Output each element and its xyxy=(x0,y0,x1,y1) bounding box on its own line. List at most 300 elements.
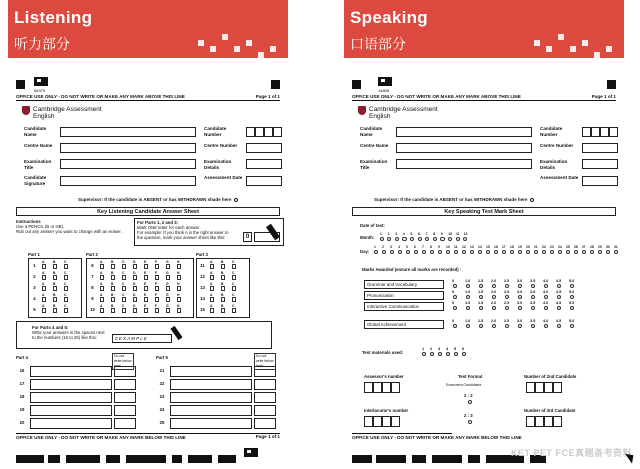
candidate-number-cell[interactable] xyxy=(255,127,264,137)
day-bubble[interactable] xyxy=(526,250,530,254)
marker-box xyxy=(114,366,136,377)
option-letter: F xyxy=(155,271,158,275)
number-cell[interactable] xyxy=(526,416,535,427)
answer-bubble[interactable] xyxy=(111,275,116,280)
answer-bubble[interactable] xyxy=(155,275,160,280)
option-letter: A xyxy=(210,282,213,286)
field-label-candidate-number: Candidate Number xyxy=(204,126,227,137)
answer-bubble[interactable] xyxy=(155,264,160,269)
number-cell[interactable] xyxy=(553,416,562,427)
day-number: 11 xyxy=(454,245,458,249)
day-bubble[interactable] xyxy=(446,250,450,254)
number-cell[interactable] xyxy=(535,382,544,393)
day-bubble[interactable] xyxy=(430,250,434,254)
day-number: 25 xyxy=(566,245,570,249)
score-bubble[interactable] xyxy=(505,284,509,288)
question-number: 15 xyxy=(200,307,205,312)
day-bubble[interactable] xyxy=(534,250,538,254)
material-bubble[interactable] xyxy=(430,352,434,356)
answer-input[interactable] xyxy=(170,392,252,403)
answer-bubble[interactable] xyxy=(64,308,69,313)
answer-bubble[interactable] xyxy=(166,286,171,291)
answer-bubble[interactable] xyxy=(221,275,226,280)
option-letter: F xyxy=(155,293,158,297)
assessor-label: Assessor's number xyxy=(364,374,404,379)
answer-bubble[interactable] xyxy=(53,297,58,302)
day-bubble[interactable] xyxy=(398,250,402,254)
option-letter: G xyxy=(166,304,169,308)
centre-number-field[interactable] xyxy=(582,143,618,153)
day-bubble[interactable] xyxy=(598,250,602,254)
option-letter: B xyxy=(111,304,114,308)
day-bubble[interactable] xyxy=(374,250,378,254)
question-number: 12 xyxy=(200,274,205,279)
answer-bubble[interactable] xyxy=(232,275,237,280)
score-label: 4.0 xyxy=(543,301,549,305)
option-letter: D xyxy=(133,271,136,275)
score-bubble[interactable] xyxy=(453,295,457,299)
score-label: 5.0 xyxy=(569,290,575,294)
answer-bubble[interactable] xyxy=(210,275,215,280)
absent-bubble[interactable] xyxy=(530,198,534,202)
score-bubble[interactable] xyxy=(479,295,483,299)
option-letter: B xyxy=(53,293,56,297)
day-bubble[interactable] xyxy=(422,250,426,254)
score-bubble[interactable] xyxy=(505,295,509,299)
answer-bubble[interactable] xyxy=(53,308,58,313)
answer-bubble[interactable] xyxy=(166,264,171,269)
format-b-bubble[interactable] xyxy=(468,420,472,424)
answer-bubble[interactable] xyxy=(64,264,69,269)
month-bubble[interactable] xyxy=(380,237,384,241)
day-number: 8 xyxy=(430,245,432,249)
centre-number-field[interactable] xyxy=(246,143,282,153)
option-letter: A xyxy=(210,271,213,275)
answer-bubble[interactable] xyxy=(144,264,149,269)
candidate-number-cell[interactable] xyxy=(600,127,609,137)
sheet-code-graphic xyxy=(34,77,48,86)
day-bubble[interactable] xyxy=(406,250,410,254)
material-number: 2 xyxy=(430,347,433,351)
answer-bubble[interactable] xyxy=(221,308,226,313)
number-cell[interactable] xyxy=(526,382,535,393)
score-label: 3.0 xyxy=(517,279,523,283)
candidate-number-cell[interactable] xyxy=(582,127,591,137)
day-bubble[interactable] xyxy=(606,250,610,254)
day-bubble[interactable] xyxy=(542,250,546,254)
option-letter: C xyxy=(122,260,125,264)
day-bubble[interactable] xyxy=(390,250,394,254)
answer-bubble[interactable] xyxy=(42,275,47,280)
answer-bubble[interactable] xyxy=(53,264,58,269)
answer-bubble[interactable] xyxy=(111,297,116,302)
answer-bubble[interactable] xyxy=(100,286,105,291)
day-bubble[interactable] xyxy=(486,250,490,254)
field-label-candidate-number: Candidate Number xyxy=(540,126,563,137)
score-bubble[interactable] xyxy=(570,295,574,299)
score-bubble[interactable] xyxy=(453,306,457,310)
number-cell[interactable] xyxy=(535,416,544,427)
material-bubble[interactable] xyxy=(446,352,450,356)
answer-bubble[interactable] xyxy=(133,308,138,313)
month-bubble[interactable] xyxy=(425,237,429,241)
corner-mark xyxy=(607,80,616,89)
score-bubble[interactable] xyxy=(570,324,574,328)
score-bubble[interactable] xyxy=(453,284,457,288)
answer-input[interactable] xyxy=(170,405,252,416)
answer-bubble[interactable] xyxy=(111,308,116,313)
day-bubble[interactable] xyxy=(414,250,418,254)
material-bubble[interactable] xyxy=(438,352,442,356)
question-number: 2 xyxy=(33,274,36,279)
answer-bubble[interactable] xyxy=(64,297,69,302)
answer-bubble[interactable] xyxy=(210,308,215,313)
question-number: 19 xyxy=(19,407,25,412)
score-bubble[interactable] xyxy=(518,324,522,328)
month-bubble[interactable] xyxy=(402,237,406,241)
answer-bubble[interactable] xyxy=(232,264,237,269)
criteria-row: Global Achievement xyxy=(364,320,444,329)
option-letter: H xyxy=(177,260,180,264)
number-cell[interactable] xyxy=(391,416,400,427)
answer-bubble[interactable] xyxy=(53,286,58,291)
score-bubble[interactable] xyxy=(505,306,509,310)
marker-box xyxy=(254,392,276,403)
score-label: 3.0 xyxy=(517,301,523,305)
score-bubble[interactable] xyxy=(570,306,574,310)
part-label: Part 3 xyxy=(196,252,208,257)
score-bubble[interactable] xyxy=(531,284,535,288)
answer-input[interactable] xyxy=(30,418,112,429)
score-bubble[interactable] xyxy=(531,324,535,328)
answer-bubble[interactable] xyxy=(177,275,182,280)
score-bubble[interactable] xyxy=(557,324,561,328)
answer-bubble[interactable] xyxy=(133,275,138,280)
marker-box xyxy=(114,405,136,416)
option-letter: A xyxy=(42,271,45,275)
score-bubble[interactable] xyxy=(492,284,496,288)
answer-bubble[interactable] xyxy=(155,308,160,313)
number-cell[interactable] xyxy=(364,382,373,393)
month-bubble[interactable] xyxy=(395,237,399,241)
day-bubble[interactable] xyxy=(574,250,578,254)
score-bubble[interactable] xyxy=(479,284,483,288)
answer-bubble[interactable] xyxy=(210,297,215,302)
answer-bubble[interactable] xyxy=(122,308,127,313)
day-bubble[interactable] xyxy=(510,250,514,254)
exam-details-field[interactable] xyxy=(246,159,282,169)
option-letter: F xyxy=(155,304,158,308)
score-bubble[interactable] xyxy=(557,295,561,299)
answer-bubble[interactable] xyxy=(64,275,69,280)
materials-label: Test materials used: xyxy=(362,350,404,355)
option-letter: F xyxy=(155,282,158,286)
day-bubble[interactable] xyxy=(614,250,618,254)
question-number: 10 xyxy=(90,307,95,312)
answer-bubble[interactable] xyxy=(53,275,58,280)
part-label: Part 2 xyxy=(86,252,98,257)
candidate-number-cell[interactable] xyxy=(264,127,273,137)
score-bubble[interactable] xyxy=(505,324,509,328)
score-label: 2.0 xyxy=(491,319,497,323)
answer-bubble[interactable] xyxy=(42,264,47,269)
day-bubble[interactable] xyxy=(502,250,506,254)
score-bubble[interactable] xyxy=(557,306,561,310)
answer-bubble[interactable] xyxy=(177,308,182,313)
day-bubble[interactable] xyxy=(558,250,562,254)
answer-bubble[interactable] xyxy=(133,297,138,302)
centre-name-field[interactable] xyxy=(396,143,532,153)
number-cell[interactable] xyxy=(553,382,562,393)
month-bubble[interactable] xyxy=(463,237,467,241)
answer-bubble[interactable] xyxy=(210,286,215,291)
day-bubble[interactable] xyxy=(382,250,386,254)
field-label-centre-number: Centre Number xyxy=(540,143,574,148)
option-letter: A xyxy=(100,260,103,264)
answer-bubble[interactable] xyxy=(111,286,116,291)
candidate-number-cell[interactable] xyxy=(591,127,600,137)
option-letter: G xyxy=(166,293,169,297)
option-letter: B xyxy=(111,293,114,297)
question-number: 9 xyxy=(91,296,94,301)
option-letter: H xyxy=(177,271,180,275)
score-label: 1.5 xyxy=(478,279,484,283)
centre-name-field[interactable] xyxy=(60,143,196,153)
absent-bubble[interactable] xyxy=(234,198,238,202)
answer-bubble[interactable] xyxy=(144,275,149,280)
day-bubble[interactable] xyxy=(454,250,458,254)
month-bubble[interactable] xyxy=(440,237,444,241)
day-number: 10 xyxy=(446,245,450,249)
exam-title-field[interactable] xyxy=(396,159,532,169)
month-number: 4 xyxy=(402,232,405,236)
number-cell[interactable] xyxy=(544,382,553,393)
answer-bubble[interactable] xyxy=(166,297,171,302)
day-number: 27 xyxy=(582,245,586,249)
day-number: 16 xyxy=(494,245,498,249)
material-bubble[interactable] xyxy=(462,352,466,356)
day-number: 5 xyxy=(406,245,408,249)
candidate-number-cell[interactable] xyxy=(246,127,255,137)
score-label: 3.5 xyxy=(530,301,536,305)
answer-input[interactable] xyxy=(170,418,252,429)
answer-input[interactable] xyxy=(30,392,112,403)
number-cell[interactable] xyxy=(373,416,382,427)
day-number: 30 xyxy=(606,245,610,249)
month-bubble[interactable] xyxy=(410,237,414,241)
answer-bubble[interactable] xyxy=(166,275,171,280)
score-bubble[interactable] xyxy=(518,295,522,299)
answer-bubble[interactable] xyxy=(221,286,226,291)
answer-bubble[interactable] xyxy=(221,297,226,302)
score-bubble[interactable] xyxy=(570,284,574,288)
number-cell[interactable] xyxy=(364,416,373,427)
month-bubble[interactable] xyxy=(418,237,422,241)
material-bubble[interactable] xyxy=(454,352,458,356)
score-bubble[interactable] xyxy=(518,284,522,288)
option-letter: D xyxy=(133,282,136,286)
day-number: 2 xyxy=(382,245,384,249)
question-number: 14 xyxy=(200,296,205,301)
third-candidate-label: Number of 3rd Candidate xyxy=(524,408,576,413)
day-bubble[interactable] xyxy=(550,250,554,254)
material-bubble[interactable] xyxy=(422,352,426,356)
listening-banner xyxy=(8,0,288,58)
month-bubble[interactable] xyxy=(456,237,460,241)
material-number: 4 xyxy=(446,347,449,351)
day-bubble[interactable] xyxy=(478,250,482,254)
second-candidate-label: Number of 2nd Candidate xyxy=(524,374,577,379)
answer-bubble[interactable] xyxy=(100,297,105,302)
answer-bubble[interactable] xyxy=(133,264,138,269)
day-bubble[interactable] xyxy=(462,250,466,254)
score-bubble[interactable] xyxy=(518,306,522,310)
score-bubble[interactable] xyxy=(453,324,457,328)
score-bubble[interactable] xyxy=(544,295,548,299)
exam-details-field[interactable] xyxy=(582,159,618,169)
number-cell[interactable] xyxy=(373,382,382,393)
answer-bubble[interactable] xyxy=(133,286,138,291)
score-bubble[interactable] xyxy=(466,284,470,288)
score-bubble[interactable] xyxy=(466,324,470,328)
candidate-name-field[interactable] xyxy=(396,127,532,137)
answer-bubble[interactable] xyxy=(155,297,160,302)
month-bubble[interactable] xyxy=(433,237,437,241)
answer-bubble[interactable] xyxy=(42,286,47,291)
day-bubble[interactable] xyxy=(566,250,570,254)
candidate-number-cell[interactable] xyxy=(609,127,618,137)
answer-bubble[interactable] xyxy=(232,308,237,313)
number-cell[interactable] xyxy=(382,416,391,427)
answer-bubble[interactable] xyxy=(122,297,127,302)
answer-bubble[interactable] xyxy=(122,275,127,280)
answer-bubble[interactable] xyxy=(64,286,69,291)
answer-bubble[interactable] xyxy=(100,264,105,269)
example-word: 0 E X A M P L E xyxy=(112,334,172,343)
signature-field[interactable] xyxy=(60,176,196,186)
question-number: 6 xyxy=(91,263,94,268)
assessment-date-field[interactable] xyxy=(582,176,618,186)
answer-bubble[interactable] xyxy=(111,264,116,269)
answer-bubble[interactable] xyxy=(232,286,237,291)
day-bubble[interactable] xyxy=(494,250,498,254)
shield-icon xyxy=(358,106,366,115)
day-number: 18 xyxy=(510,245,514,249)
option-letter: B xyxy=(53,271,56,275)
answer-input[interactable] xyxy=(30,405,112,416)
answer-input[interactable] xyxy=(170,379,252,390)
format-a-bubble[interactable] xyxy=(468,400,472,404)
day-bubble[interactable] xyxy=(470,250,474,254)
number-cell[interactable] xyxy=(391,382,400,393)
score-bubble[interactable] xyxy=(544,324,548,328)
option-letter: C xyxy=(122,271,125,275)
score-label: 4.0 xyxy=(543,279,549,283)
listening-banner-title: Listening xyxy=(14,8,93,27)
answer-bubble[interactable] xyxy=(177,264,182,269)
score-bubble[interactable] xyxy=(492,295,496,299)
answer-bubble[interactable] xyxy=(144,308,149,313)
score-bubble[interactable] xyxy=(492,324,496,328)
assessment-date-field[interactable] xyxy=(246,176,282,186)
answer-bubble[interactable] xyxy=(122,264,127,269)
option-letter: C xyxy=(232,260,235,264)
score-bubble[interactable] xyxy=(531,295,535,299)
score-bubble[interactable] xyxy=(531,306,535,310)
answer-input[interactable] xyxy=(170,366,252,377)
score-bubble[interactable] xyxy=(479,306,483,310)
question-number: 18 xyxy=(19,394,25,399)
month-bubble[interactable] xyxy=(387,237,391,241)
month-bubble[interactable] xyxy=(448,237,452,241)
score-bubble[interactable] xyxy=(466,295,470,299)
answer-bubble[interactable] xyxy=(144,297,149,302)
answer-bubble[interactable] xyxy=(177,297,182,302)
score-bubble[interactable] xyxy=(544,306,548,310)
day-bubble[interactable] xyxy=(438,250,442,254)
exam-title-field[interactable] xyxy=(60,159,196,169)
answer-bubble[interactable] xyxy=(122,286,127,291)
number-cell[interactable] xyxy=(382,382,391,393)
question-number: 16 xyxy=(19,368,25,373)
supervisor-note: Supervisor: If the candidate is ABSENT or has WITHDRAWN shade here xyxy=(78,197,238,202)
score-bubble[interactable] xyxy=(544,284,548,288)
field-label-exam-details: Examination Details xyxy=(204,159,232,170)
answer-bubble[interactable] xyxy=(42,297,47,302)
answer-bubble[interactable] xyxy=(166,308,171,313)
option-letter: B xyxy=(221,260,224,264)
answer-bubble[interactable] xyxy=(144,286,149,291)
score-bubble[interactable] xyxy=(479,324,483,328)
answer-bubble[interactable] xyxy=(232,297,237,302)
answer-input[interactable] xyxy=(30,379,112,390)
day-number: 24 xyxy=(558,245,562,249)
answer-input[interactable] xyxy=(30,366,112,377)
option-letter: B xyxy=(53,260,56,264)
option-letter: A xyxy=(42,282,45,286)
sheet-code: 14808 xyxy=(378,88,390,93)
score-label: 5.0 xyxy=(569,279,575,283)
corner-mark xyxy=(16,80,25,89)
answer-bubble[interactable] xyxy=(100,275,105,280)
option-letter: H xyxy=(177,282,180,286)
speaking-panel xyxy=(344,0,640,469)
day-number: 26 xyxy=(574,245,578,249)
answer-bubble[interactable] xyxy=(42,308,47,313)
day-bubble[interactable] xyxy=(518,250,522,254)
marker-box xyxy=(114,392,136,403)
answer-bubble[interactable] xyxy=(155,286,160,291)
speaking-banner-subtitle: 口语部分 xyxy=(350,36,406,52)
answer-bubble[interactable] xyxy=(210,264,215,269)
option-letter: A xyxy=(100,282,103,286)
score-bubble[interactable] xyxy=(492,306,496,310)
day-bubble[interactable] xyxy=(582,250,586,254)
score-bubble[interactable] xyxy=(466,306,470,310)
answer-bubble[interactable] xyxy=(221,264,226,269)
option-letter: C xyxy=(232,282,235,286)
day-number: 17 xyxy=(502,245,506,249)
option-letter: C xyxy=(64,304,67,308)
candidate-name-field[interactable] xyxy=(60,127,196,137)
number-cell[interactable] xyxy=(544,416,553,427)
day-bubble[interactable] xyxy=(590,250,594,254)
answer-bubble[interactable] xyxy=(177,286,182,291)
candidate-number-cell[interactable] xyxy=(273,127,282,137)
score-bubble[interactable] xyxy=(557,284,561,288)
question-number: 23 xyxy=(159,394,165,399)
answer-bubble[interactable] xyxy=(100,308,105,313)
